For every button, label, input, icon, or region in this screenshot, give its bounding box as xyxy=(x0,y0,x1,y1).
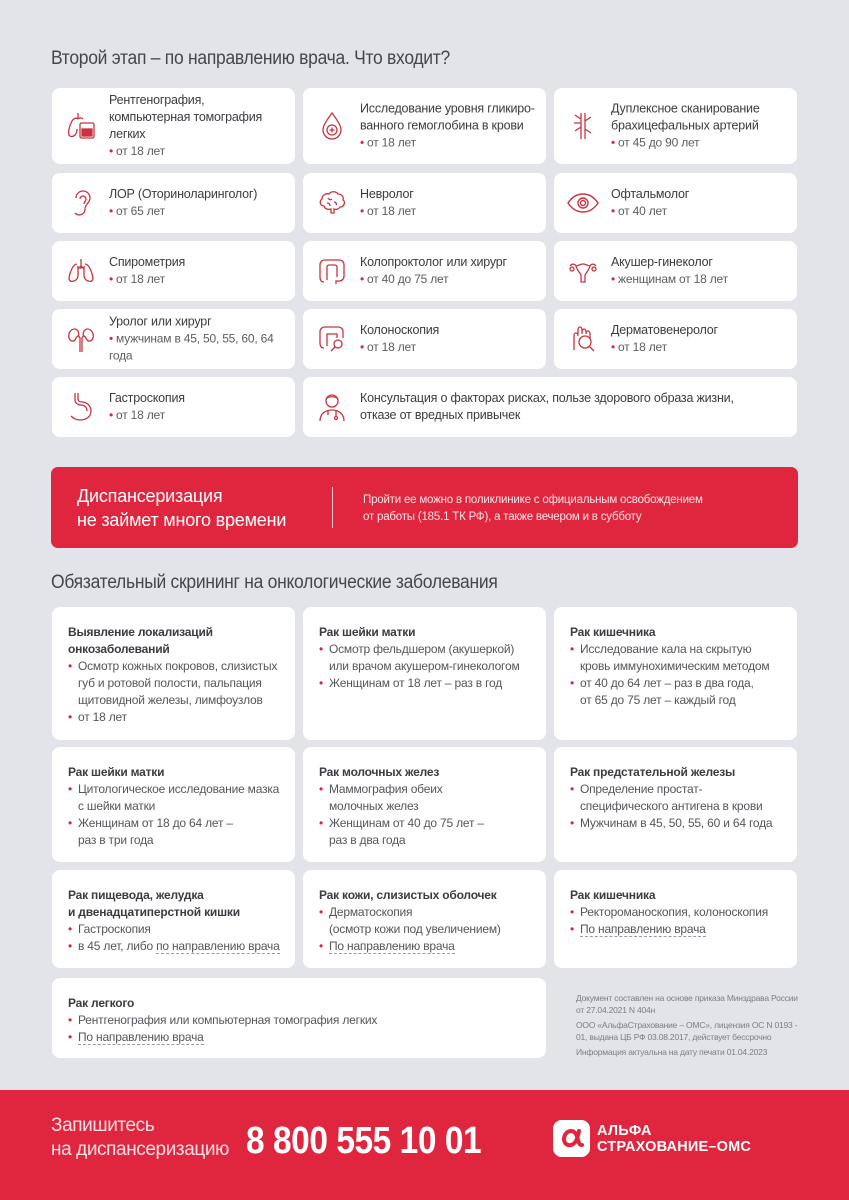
service-title: Колоноскопия xyxy=(360,323,440,337)
kidneys-icon xyxy=(64,322,98,356)
service-card xyxy=(554,173,797,233)
service-card-consultation xyxy=(303,377,797,437)
service-title: Невролог xyxy=(360,187,414,201)
screening-card xyxy=(52,747,295,862)
screening-card xyxy=(52,978,546,1058)
screening-title: Рак кишечника xyxy=(570,888,656,902)
doctor-icon xyxy=(315,390,349,424)
info-banner xyxy=(51,467,798,548)
doctor-referral-link[interactable]: По направлению врача xyxy=(329,939,455,953)
screening-item: • Мужчинам в 45, 50, 55, 60 и 64 года xyxy=(570,815,787,832)
service-age: • от 45 до 90 лет xyxy=(611,135,700,150)
alfa-logo-icon xyxy=(553,1120,590,1157)
section-heading-screening: Обязательный скрининг на онкологические заболевания xyxy=(51,572,498,593)
service-title: Рентгенография, компьютерная томография легких xyxy=(109,93,263,141)
service-age: • от 18 лет xyxy=(611,340,667,354)
eye-icon xyxy=(566,186,600,220)
legal-note: Информация актуальна на дату печати 01.04.2023 xyxy=(576,1047,768,1057)
ear-icon xyxy=(64,186,98,220)
screening-item: • Маммография обеих молочных желез xyxy=(319,781,536,815)
service-title: Акушер-гинеколог xyxy=(611,255,713,269)
service-age: • от 40 лет xyxy=(611,204,667,218)
brand-logo xyxy=(553,1120,751,1157)
service-title: ЛОР (Оториноларинголог) xyxy=(109,187,258,201)
screening-title: Выявление локализаций онкозаболеваний xyxy=(68,625,213,656)
screening-title: Рак кожи, слизистых оболочек xyxy=(319,888,497,902)
footer xyxy=(0,1090,849,1200)
service-card xyxy=(303,309,546,369)
phone-number[interactable]: 8 800 555 10 01 xyxy=(246,1120,482,1162)
service-card xyxy=(554,309,797,369)
screening-item: • Женщинам от 18 до 64 лет – раз в три года xyxy=(68,815,285,849)
service-card xyxy=(52,309,295,369)
service-age: • от 40 до 75 лет xyxy=(360,272,449,286)
service-title: Колопроктолог или хирург xyxy=(360,255,507,269)
screening-item: • Дерматоскопия (осмотр кожи под увеличением) xyxy=(319,904,536,938)
banner-divider xyxy=(332,487,333,528)
service-card xyxy=(303,241,546,301)
screening-title: Рак кишечника xyxy=(570,625,656,639)
screening-title: Рак пищевода, желудка и двенадцатиперстной кишки xyxy=(68,888,240,919)
screening-item: • Женщинам от 18 лет – раз в год xyxy=(319,675,536,692)
service-age: • от 18 лет xyxy=(109,144,165,158)
legal-notes xyxy=(576,992,806,1061)
service-title: Исследование уровня гликиро-ванного гемоглобина в крови xyxy=(360,101,535,133)
service-title: Дуплексное сканирование брахицефальных артерий xyxy=(611,101,760,133)
service-title: Уролог или хирург xyxy=(109,314,212,329)
service-age: • от 18 лет xyxy=(360,340,416,354)
stomach-icon xyxy=(64,390,98,424)
service-title: Гастроскопия xyxy=(109,391,185,405)
screening-title: Рак шейки матки xyxy=(68,765,165,779)
screening-card xyxy=(303,747,546,862)
section-heading-stage2: Второй этап – по направлению врача. Что входит? xyxy=(51,48,450,69)
intestine-icon xyxy=(315,254,349,288)
screening-item: • Исследование кала на скрытую кровь иммунохимическим методом xyxy=(570,641,787,675)
uterus-icon xyxy=(566,254,600,288)
brain-icon xyxy=(315,186,349,220)
screening-item: • Определение простат- специфического антигена в крови xyxy=(570,781,787,815)
lungs-icon xyxy=(64,254,98,288)
screening-item: • Рентгенография или компьютерная томография легких xyxy=(68,1012,536,1029)
banner-title: Диспансеризация не займет много времени xyxy=(77,486,287,530)
service-age: • мужчинам в 45, 50, 55, 60, 64 года xyxy=(109,331,274,363)
screening-card xyxy=(303,607,546,740)
legal-note: Документ составлен на основе приказа Минздрава России от 27.04.2021 N 404н xyxy=(576,993,798,1015)
banner-description: Пройти ее можно в поликлинике с официальным освобождением от работы (185.1 ТК РФ), а также вечером и в субботу xyxy=(363,494,703,523)
screening-item: • от 40 до 64 лет – раз в два года, от 65 до 75 лет – каждый год xyxy=(570,675,787,709)
screening-card xyxy=(52,870,295,968)
service-age: • от 65 лет xyxy=(109,204,165,218)
service-title: Консультация о факторах рисках, пользе здорового образа жизни, отказе от вредных привычек xyxy=(360,391,734,422)
blood-drop-icon xyxy=(315,109,349,143)
screening-item xyxy=(319,938,536,955)
screening-item: • Женщинам от 40 до 75 лет – раз в два года xyxy=(319,815,536,849)
service-card xyxy=(303,173,546,233)
screening-item: • Гастроскопия xyxy=(68,921,285,938)
service-title: Спирометрия xyxy=(109,255,186,269)
service-card xyxy=(52,241,295,301)
screening-card xyxy=(554,747,797,862)
screening-item: • от 18 лет xyxy=(68,709,285,726)
doctor-referral-link[interactable]: по направлению врача xyxy=(156,939,280,953)
service-age: • от 18 лет xyxy=(109,408,165,422)
service-card xyxy=(52,173,295,233)
screening-item xyxy=(570,921,787,938)
screening-item: • Осмотр фельдшером (акушеркой) или врачом акушером-гинекологом xyxy=(319,641,536,675)
doctor-referral-link[interactable]: По направлению врача xyxy=(580,922,706,936)
screening-title: Рак молочных желез xyxy=(319,765,440,779)
screening-card xyxy=(303,870,546,968)
screening-title: Рак легкого xyxy=(68,996,135,1010)
screening-item: • в 45 лет, либо по направлению врача xyxy=(68,938,285,955)
brand-name: АЛЬФА СТРАХОВАНИЕ–ОМС xyxy=(597,1122,752,1155)
service-title: Дерматовенеролог xyxy=(611,323,718,337)
service-age: • женщинам от 18 лет xyxy=(611,272,728,286)
service-age: • от 18 лет xyxy=(109,272,165,286)
service-age: • от 18 лет xyxy=(360,204,416,218)
screening-title: Рак предстательной железы xyxy=(570,765,736,779)
dermatology-icon xyxy=(566,322,600,356)
legal-note: ООО «АльфаСтрахование – ОМС», лицензия ОС N 0193 - 01, выдана ЦБ РФ 03.08.2017, действует бессрочно xyxy=(576,1020,798,1042)
service-card xyxy=(554,88,797,164)
colonoscopy-icon xyxy=(315,322,349,356)
service-card xyxy=(52,377,295,437)
screening-item xyxy=(68,1029,536,1046)
service-title: Офтальмолог xyxy=(611,187,690,201)
signup-cta: Запишитесь на диспансеризацию xyxy=(51,1115,229,1160)
service-card xyxy=(554,241,797,301)
service-card xyxy=(303,88,546,164)
screening-card xyxy=(554,870,797,968)
screening-card xyxy=(554,607,797,740)
screening-item: • Цитологическое исследование мазка с шейки матки xyxy=(68,781,285,815)
screening-card xyxy=(52,607,295,740)
lungs-xray-icon xyxy=(64,109,98,143)
screening-item: • Осмотр кожных покровов, слизистых губ и ротовой полости, пальпация щитовидной железы, лимфоузлов xyxy=(68,658,285,709)
service-age: • от 18 лет xyxy=(360,135,416,150)
doctor-referral-link[interactable]: По направлению врача xyxy=(78,1030,204,1044)
screening-title: Рак шейки матки xyxy=(319,625,416,639)
screening-item: • Ректороманоскопия, колоноскопия xyxy=(570,904,787,921)
service-card xyxy=(52,88,295,164)
artery-icon xyxy=(566,109,600,143)
